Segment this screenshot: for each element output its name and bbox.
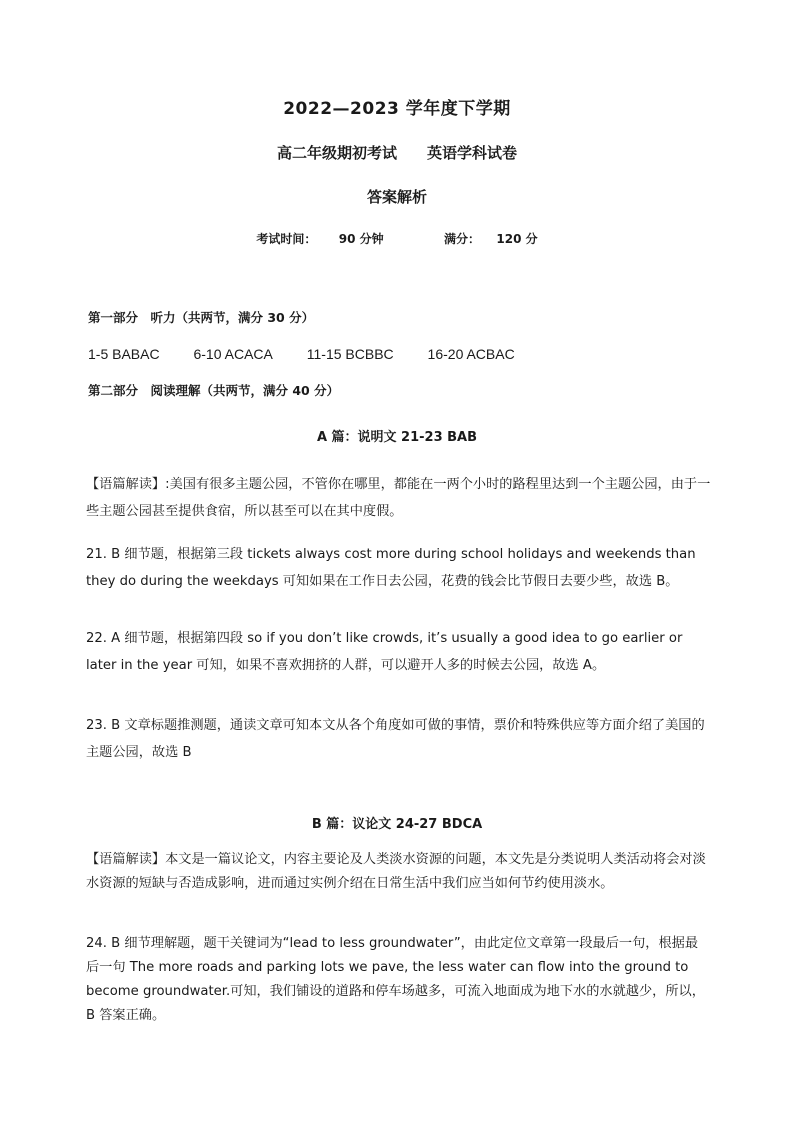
exam-info <box>0 230 794 247</box>
document-title: 2022—2023 学年度下学期 <box>283 99 511 119</box>
listening-answers <box>88 346 545 362</box>
question-23-explanation: 23. B 文章标题推测题，通读文章可知本文从各个角度如可做的事情，票价和特殊供应等方面介绍了美国的主题公园，故选 B <box>86 718 705 760</box>
document-subtitle: 高二年级期初考试 英语学科试卷 <box>276 144 517 162</box>
part2-heading: 第二部分 阅读理解（共两节，满分 40 分） <box>88 383 340 398</box>
passage-b-summary: 【语篇解读】本文是一篇议论文，内容主要论及人类淡水资源的问题，本文先是分类说明人类活动将会对淡水资源的短缺与否造成影响，进而通过实例介绍在日常生活中我们应当如何节约使用淡水。 <box>86 852 706 891</box>
exam-time-label: 考试时间： <box>256 232 317 246</box>
question-21-explanation: 21. B 细节题，根据第三段 tickets always cost more during school holidays and weekends than they do during the weekdays 可知如果在工作日去公园，花费的钱会比节假日去要少些，故选 B。 <box>86 547 696 589</box>
full-score-value: 120 分 <box>496 232 538 246</box>
full-score-label: 满分： <box>444 232 481 246</box>
exam-time-value: 90 分钟 <box>338 232 384 246</box>
passage-a-summary: 【语篇解读】:美国有很多主题公园，不管你在哪里，都能在一两个小时的路程里达到一个主题公园，由于一些主题公园甚至提供食宿，所以甚至可以在其中度假。 <box>86 477 711 519</box>
answer-group: 16-20 ACBAC <box>427 346 515 362</box>
answer-group: 1-5 BABAC <box>88 346 160 362</box>
passage-b-heading: B 篇：议论文 24-27 BDCA <box>311 817 483 832</box>
answer-group: 6-10 ACACA <box>193 346 273 362</box>
question-22-explanation: 22. A 细节题，根据第四段 so if you don’t like crowds, it’s usually a good idea to go earlier or later in the year 可知，如果不喜欢拥挤的人群，可以避开人多的时候去公园，故选 A。 <box>86 631 683 673</box>
answer-group: 11-15 BCBBC <box>306 346 394 362</box>
passage-a-heading: A 篇：说明文 21-23 BAB <box>316 430 478 445</box>
part1-heading: 第一部分 听力（共两节，满分 30 分） <box>88 310 315 325</box>
document-type: 答案解析 <box>366 188 427 206</box>
question-24-explanation: 24. B 细节理解题，题干关键词为“lead to less groundwater”，由此定位文章第一段最后一句，根据最后一句 The more roads and parking lots we pave, the less water can flow into the ground to become groundwater.可知，我们铺设的道路和停车场越多，可流入地面成为地下水的水就越少，所以，B 答案正确。 <box>86 936 705 1023</box>
